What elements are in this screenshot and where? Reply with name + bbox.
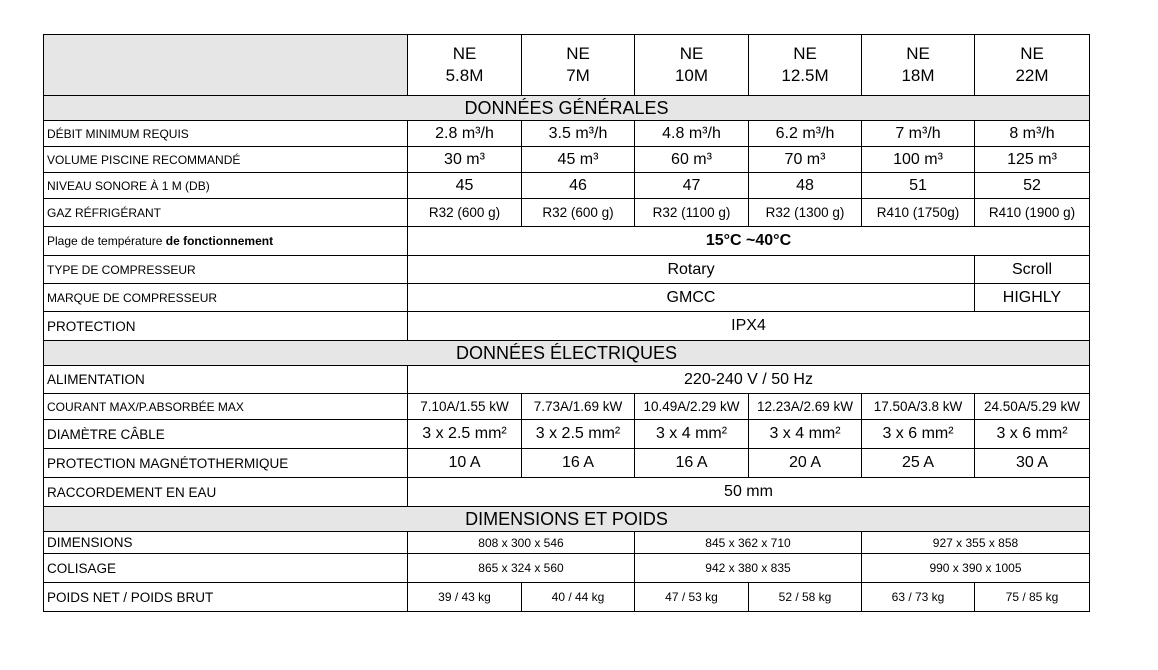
- table-cell: 6.2 m³/h: [749, 121, 862, 147]
- row-label-volume: VOLUME PISCINE RECOMMANDÉ: [44, 147, 408, 173]
- table-cell-merged: 927 x 355 x 858: [862, 532, 1090, 554]
- table-cell: 10.49A/2.29 kW: [635, 394, 749, 420]
- row-label-dims: DIMENSIONS: [44, 532, 408, 554]
- table-cell-merged: Rotary: [408, 256, 975, 284]
- table-cell: 45: [408, 173, 522, 199]
- row-label-colisage: COLISAGE: [44, 554, 408, 583]
- table-cell: 20 A: [749, 449, 862, 478]
- table-cell: 47: [635, 173, 749, 199]
- table-row: [44, 147, 1090, 173]
- model-header: NE 7M: [522, 35, 635, 96]
- row-label-protection: PROTECTION: [44, 312, 408, 341]
- table-cell: 60 m³: [635, 147, 749, 173]
- row-label-plage: [44, 227, 408, 256]
- table-cell-merged: 942 x 380 x 835: [635, 554, 862, 583]
- row-label-niveau: NIVEAU SONORE À 1 M (DB): [44, 173, 408, 199]
- table-cell: 30 m³: [408, 147, 522, 173]
- model-header: NE 12.5M: [749, 35, 862, 96]
- table-cell: R32 (600 g): [522, 199, 635, 227]
- table-row: [44, 554, 1090, 583]
- table-cell: 125 m³: [975, 147, 1090, 173]
- section-title-dimensions: DIMENSIONS ET POIDS: [44, 507, 1090, 532]
- model-header-row: [44, 35, 1090, 96]
- table-cell: 3 x 6 mm²: [975, 420, 1090, 449]
- table-cell: HIGHLY: [975, 284, 1090, 312]
- table-cell: 3 x 4 mm²: [635, 420, 749, 449]
- table-cell: 2.8 m³/h: [408, 121, 522, 147]
- table-cell: Scroll: [975, 256, 1090, 284]
- row-label-eau: RACCORDEMENT EN EAU: [44, 478, 408, 507]
- label-plain: Plage de température: [47, 234, 166, 248]
- table-cell: 8 m³/h: [975, 121, 1090, 147]
- table-cell: 48: [749, 173, 862, 199]
- table-cell: 3 x 2.5 mm²: [408, 420, 522, 449]
- table-row: [44, 312, 1090, 341]
- table-cell: 7 m³/h: [862, 121, 975, 147]
- table-cell: 3.5 m³/h: [522, 121, 635, 147]
- table-row: [44, 583, 1090, 612]
- table-row: [44, 366, 1090, 394]
- row-label-compresseur-marque: MARQUE DE COMPRESSEUR: [44, 284, 408, 312]
- table-cell: R410 (1900 g): [975, 199, 1090, 227]
- table-cell: 52: [975, 173, 1090, 199]
- table-row: [44, 256, 1090, 284]
- table-cell: 10 A: [408, 449, 522, 478]
- section-electrical-row: [44, 341, 1090, 366]
- table-cell: 12.23A/2.69 kW: [749, 394, 862, 420]
- table-cell: 3 x 6 mm²: [862, 420, 975, 449]
- table-cell-merged: 15°C ~40°C: [408, 227, 1090, 256]
- row-label-magneto: PROTECTION MAGNÉTOTHERMIQUE: [44, 449, 408, 478]
- table-cell-merged: 990 x 390 x 1005: [862, 554, 1090, 583]
- table-cell: 16 A: [635, 449, 749, 478]
- table-cell: 52 / 58 kg: [749, 583, 862, 612]
- table-cell: R32 (1300 g): [749, 199, 862, 227]
- spec-table: [43, 34, 1090, 612]
- section-title-electrical: DONNÉES ÉLECTRIQUES: [44, 341, 1090, 366]
- row-label-debit: DÉBIT MINIMUM REQUIS: [44, 121, 408, 147]
- table-cell-merged: 220-240 V / 50 Hz: [408, 366, 1090, 394]
- table-row: [44, 173, 1090, 199]
- table-cell: 4.8 m³/h: [635, 121, 749, 147]
- table-cell: R32 (1100 g): [635, 199, 749, 227]
- table-cell-merged: IPX4: [408, 312, 1090, 341]
- table-cell: 25 A: [862, 449, 975, 478]
- table-cell: R32 (600 g): [408, 199, 522, 227]
- row-label-poids: POIDS NET / POIDS BRUT: [44, 583, 408, 612]
- table-row: [44, 532, 1090, 554]
- table-cell: 63 / 73 kg: [862, 583, 975, 612]
- table-cell: 7.73A/1.69 kW: [522, 394, 635, 420]
- row-label-gaz: GAZ RÉFRIGÉRANT: [44, 199, 408, 227]
- model-header: NE 5.8M: [408, 35, 522, 96]
- row-label-compresseur-type: TYPE DE COMPRESSEUR: [44, 256, 408, 284]
- table-row: [44, 227, 1090, 256]
- table-cell-merged: 50 mm: [408, 478, 1090, 507]
- table-row: [44, 284, 1090, 312]
- table-cell: 40 / 44 kg: [522, 583, 635, 612]
- table-cell-merged: 808 x 300 x 546: [408, 532, 635, 554]
- table-cell: 3 x 4 mm²: [749, 420, 862, 449]
- table-cell-merged: GMCC: [408, 284, 975, 312]
- table-cell: 46: [522, 173, 635, 199]
- header-blank-cell: [44, 35, 408, 96]
- table-row: [44, 199, 1090, 227]
- table-cell: 70 m³: [749, 147, 862, 173]
- table-cell: R410 (1750g): [862, 199, 975, 227]
- model-header: NE 22M: [975, 35, 1090, 96]
- spec-sheet: [43, 34, 1089, 612]
- model-header: NE 18M: [862, 35, 975, 96]
- table-cell: 17.50A/3.8 kW: [862, 394, 975, 420]
- table-cell-merged: 845 x 362 x 710: [635, 532, 862, 554]
- section-general-row: [44, 96, 1090, 121]
- label-bold: de fonctionnement: [165, 234, 274, 248]
- row-label-alimentation: ALIMENTATION: [44, 366, 408, 394]
- table-row: [44, 121, 1090, 147]
- table-cell: 7.10A/1.55 kW: [408, 394, 522, 420]
- table-cell: 45 m³: [522, 147, 635, 173]
- section-title-general: DONNÉES GÉNÉRALES: [44, 96, 1090, 121]
- table-cell-merged: 865 x 324 x 560: [408, 554, 635, 583]
- table-cell: 100 m³: [862, 147, 975, 173]
- table-row: [44, 420, 1090, 449]
- table-cell: 3 x 2.5 mm²: [522, 420, 635, 449]
- table-row: [44, 478, 1090, 507]
- table-cell: 39 / 43 kg: [408, 583, 522, 612]
- table-row: [44, 394, 1090, 420]
- row-label-courant: COURANT MAX/P.ABSORBÉE MAX: [44, 394, 408, 420]
- table-cell: 47 / 53 kg: [635, 583, 749, 612]
- table-cell: 16 A: [522, 449, 635, 478]
- table-row: [44, 449, 1090, 478]
- table-cell: 30 A: [975, 449, 1090, 478]
- section-dimensions-row: [44, 507, 1090, 532]
- model-header: NE 10M: [635, 35, 749, 96]
- row-label-cable: DIAMÈTRE CÂBLE: [44, 420, 408, 449]
- table-cell: 51: [862, 173, 975, 199]
- table-cell: 75 / 85 kg: [975, 583, 1090, 612]
- table-cell: 24.50A/5.29 kW: [975, 394, 1090, 420]
